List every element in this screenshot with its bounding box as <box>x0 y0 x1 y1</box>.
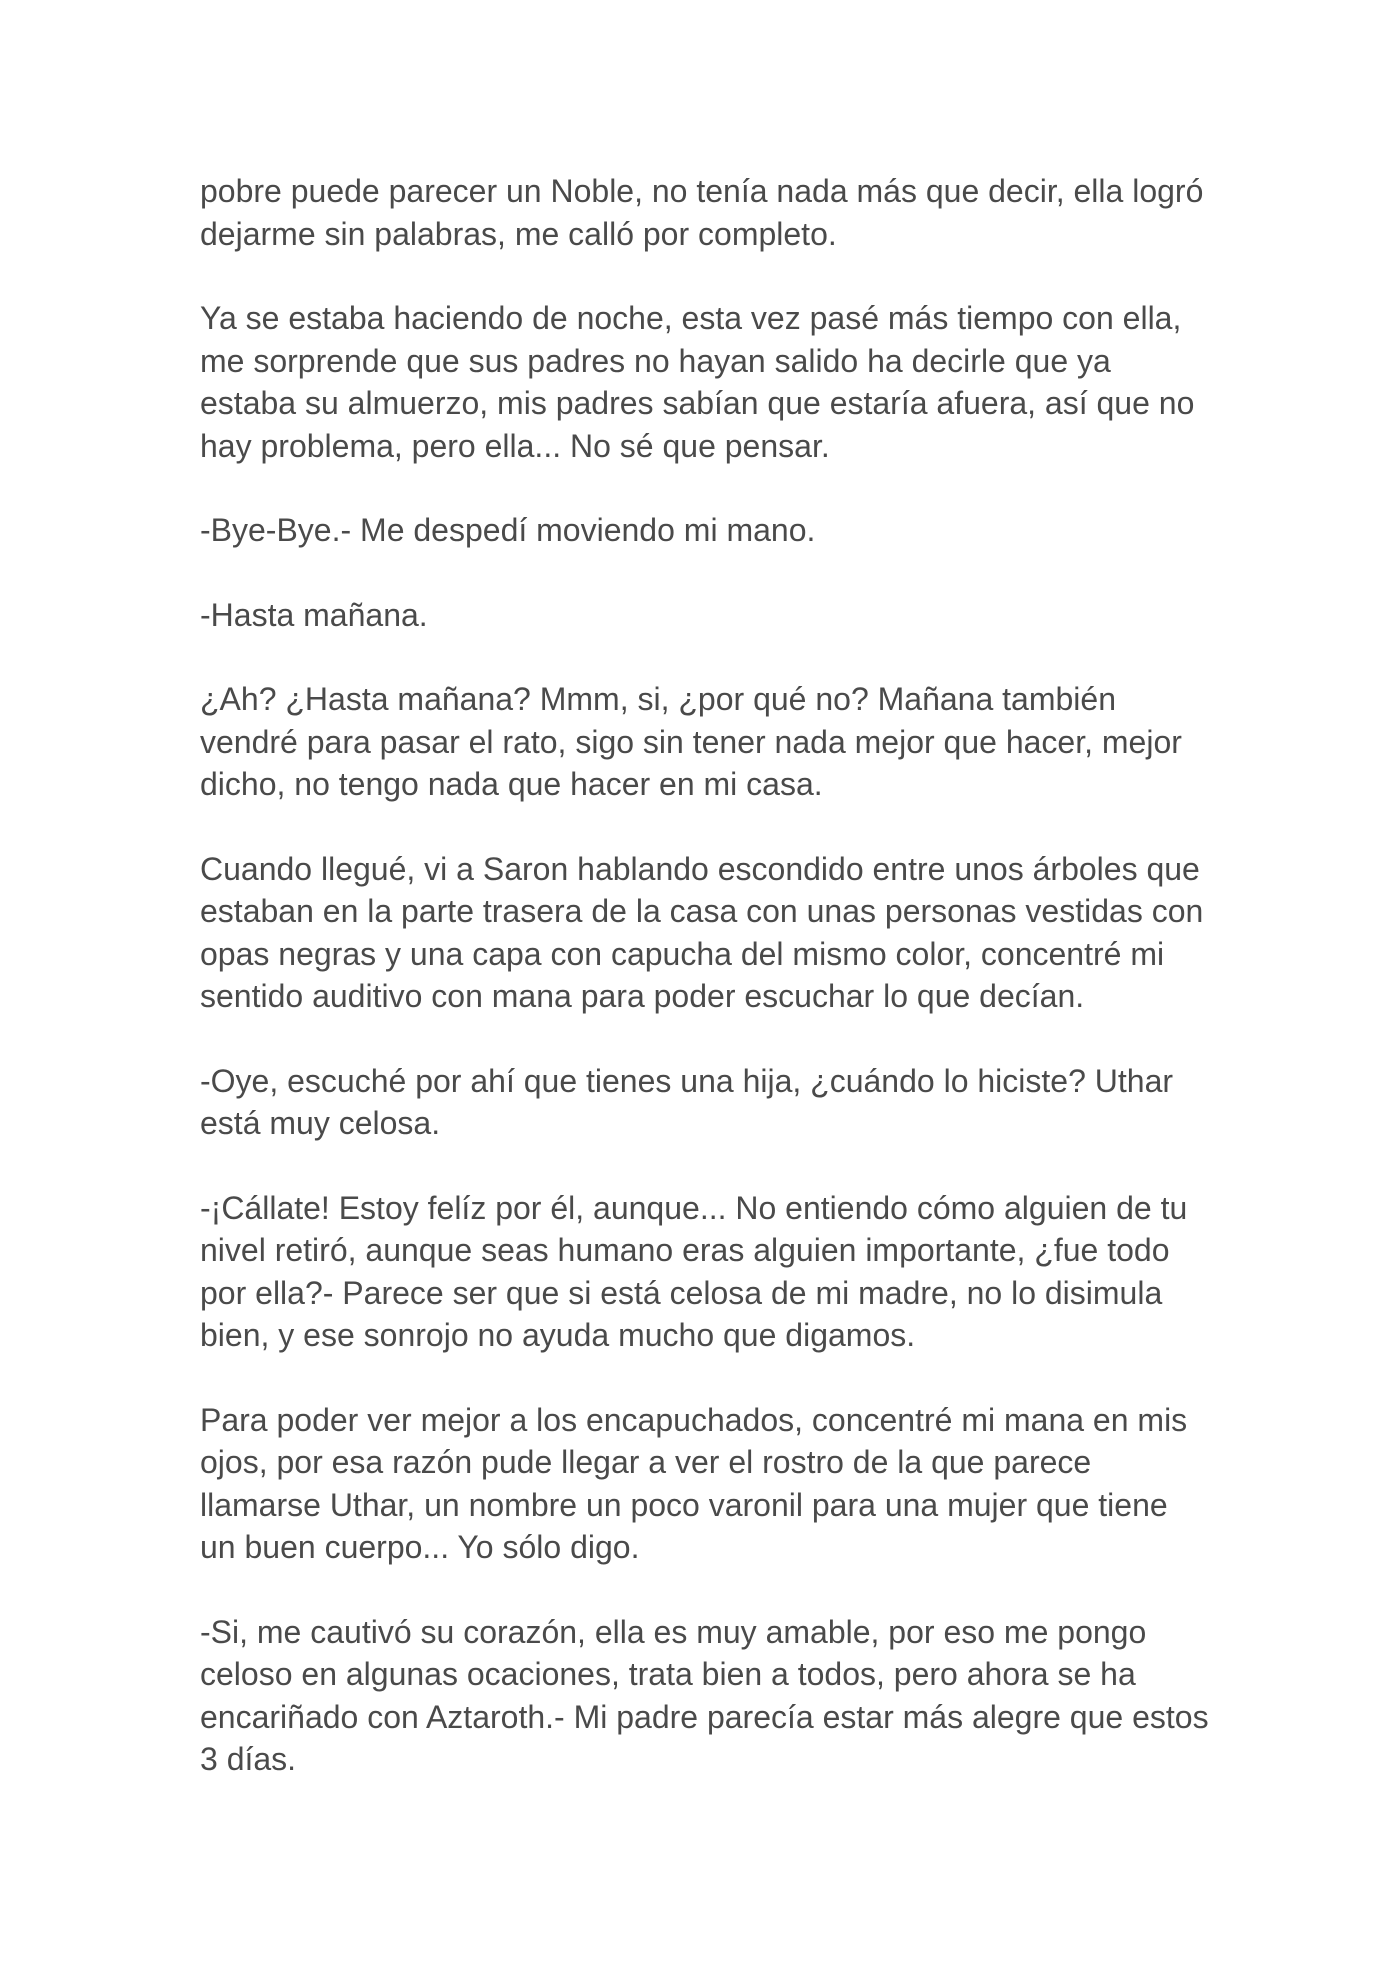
paragraph-5: ¿Ah? ¿Hasta mañana? Mmm, si, ¿por qué no? Mañana también vendré para pasar el rato, sigo sin tener nada mejor que hacer, mejor dicho, no tengo nada que hacer en mi casa. <box>200 681 1182 802</box>
paragraph-6: Cuando llegué, vi a Saron hablando escondido entre unos árboles que estaban en la parte trasera de la casa con unas personas vestidas con opas negras y una capa con capucha del mismo color, concentré mi sentido auditivo con mana para poder escuchar lo que decían. <box>200 850 1204 1014</box>
paragraph-8: -¡Cállate! Estoy felíz por él, aunque... No entiendo cómo alguien de tu nivel retiró, aunque seas humano eras alguien importante, ¿fue todo por ella?- Parece ser que si está celosa de mi madre, no lo disimula bien, y ese sonrojo no ayuda mucho que digamos. <box>200 1189 1188 1353</box>
paragraph-7: -Oye, escuché por ahí que tienes una hija, ¿cuándo lo hiciste? Uthar está muy celosa. <box>200 1062 1174 1141</box>
document-body <box>200 170 1210 1781</box>
paragraph-4: -Hasta mañana. <box>200 596 428 633</box>
paragraph-9: Para poder ver mejor a los encapuchados, concentré mi mana en mis ojos, por esa razón pude llegar a ver el rostro de la que parece llamarse Uthar, un nombre un poco varonil para una mujer que tiene un buen cuerpo... Yo sólo digo. <box>200 1401 1188 1565</box>
paragraph-2: Ya se estaba haciendo de noche, esta vez pasé más tiempo con ella, me sorprende que sus padres no hayan salido ha decirle que ya estaba su almuerzo, mis padres sabían que estaría afuera, así que no hay problema, pero ella... No sé que pensar. <box>200 300 1195 464</box>
paragraph-1: pobre puede parecer un Noble, no tenía nada más que decir, ella logró dejarme sin palabras, me calló por completo. <box>200 173 1204 252</box>
paragraph-3: -Bye-Bye.- Me despedí moviendo mi mano. <box>200 512 816 548</box>
paragraph-10: -Si, me cautivó su corazón, ella es muy amable, por eso me pongo celoso en algunas ocaciones, trata bien a todos, pero ahora se ha encariñado con Aztaroth.- Mi padre parecía estar más alegre que estos 3 días. <box>200 1613 1209 1777</box>
